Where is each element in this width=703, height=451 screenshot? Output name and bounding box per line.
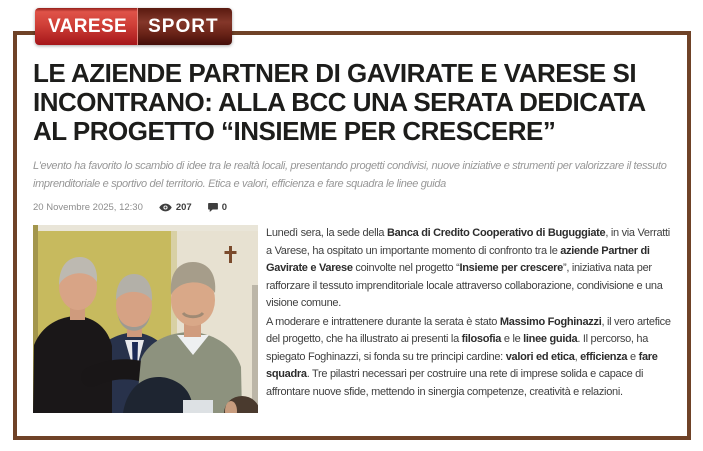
logo-varese-label: VARESE	[35, 8, 138, 45]
views-count: 207	[175, 201, 192, 213]
site-logo[interactable]	[35, 8, 232, 45]
content-frame	[13, 31, 691, 440]
speech-bubble-icon	[208, 203, 218, 212]
article-meta	[33, 200, 677, 214]
article-photo-illustration	[33, 225, 258, 413]
article-body	[266, 225, 677, 402]
article-title: LE AZIENDE PARTNER DI GAVIRATE E VARESE SI INCONTRANO: ALLA BCC UNA SERATA DEDICATA AL PROGETTO “INSIEME PER CRESCERE”	[33, 58, 645, 146]
publish-date: 20 Novembre 2025, 12:30	[33, 201, 143, 213]
article-photo[interactable]	[33, 225, 258, 413]
logo-sport-label: SPORT	[138, 8, 231, 45]
article-content	[33, 225, 677, 413]
eye-icon	[159, 203, 172, 212]
article-paragraph: Lunedì sera, la sede della Banca di Credito Cooperativo di Buguggiate, in via Verratti a Varese, ha ospitato un importante momento di confronto tra le aziende Partner di Gavirate e Varese coinvolte nel progetto “Insieme per crescere”, iniziativa nata per rafforzare il tessuto imprenditoriale locale attraverso collaborazione, condivisione e una visione comune.	[266, 227, 670, 309]
comments-counter[interactable]	[208, 202, 227, 213]
comments-count: 0	[221, 201, 228, 213]
views-counter	[159, 202, 192, 213]
article-paragraph: A moderare e intrattenere durante la serata è stato Massimo Foghinazzi, il vero artefice del progetto, che ha illustrato ai presenti la filosofia e le linee guida. Il percorso, ha spiegato Foghinazzi, si fonda su tre principi cardine: valori ed etica, efficienza e fare squadra. Tre pilastri necessari per costruire una rete di imprese solida e capace di affrontare nuove sfide, mettendo in sinergia competenze, creatività e relazioni.	[266, 315, 671, 398]
article-subtitle: L'evento ha favorito lo scambio di idee tra le realtà locali, presentando progetti condivisi, nuove iniziative e strumenti per valorizzare il tessuto imprenditoriale e sportivo del territorio. Etica e valori, efficienza e fare squadra le linee guida	[33, 160, 667, 190]
